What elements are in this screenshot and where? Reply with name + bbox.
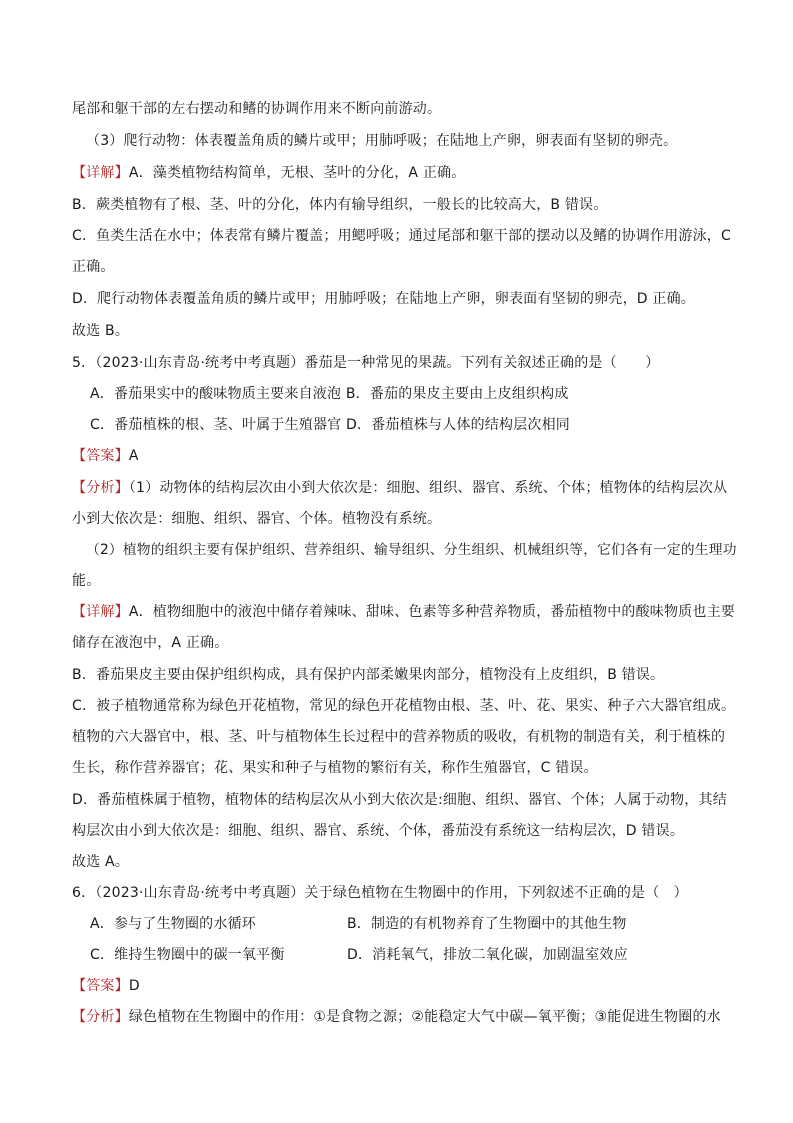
text-line: 生长，称作营养器官；花、果实和种子与植物的繁衍有关，称作生殖器官，C 错误。 (72, 760, 598, 776)
detail-tag: 【详解】 (72, 604, 129, 620)
text-line: D．爬行动物体表覆盖角质的鳞片或甲；用肺呼吸；在陆地上产卵，卵表面有坚韧的卵壳，D 正确。 (72, 291, 696, 307)
answer-tag: 【答案】 (72, 448, 129, 464)
text-line: 储存在液泡中，A 正确。 (72, 635, 229, 651)
analysis-6 (72, 1007, 721, 1027)
answer-value: D (128, 978, 140, 994)
answer-6 (72, 976, 140, 996)
text-line: D．番茄植株属于植物，植物体的结构层次从小到大依次是:细胞、组织、器官、个体；人属于动物，其结 (72, 792, 727, 808)
text-line: 故选 B。 (72, 323, 130, 339)
answer-tag: 【答案】 (72, 978, 129, 994)
question-6-option-b: B．制造的有机物养育了生物圈中的其他生物 (347, 916, 627, 932)
detail-text: A．植物细胞中的液泡中储存着辣味、甜味、色素等多种营养物质，番茄植物中的酸味物质也主要 (128, 604, 735, 620)
text-line: C．鱼类生活在水中；体表常有鳞片覆盖；用鳃呼吸；通过尾部和躯干部的摆动以及鳍的协调作用游泳，C (72, 228, 731, 244)
detail-tag: 【详解】 (72, 165, 129, 181)
analysis-tag: 【分析】 (72, 480, 129, 496)
text-line: 小到大依次是：细胞、组织、器官、个体。植物没有系统。 (72, 511, 442, 527)
question-5-options-ab: A．番茄果实中的酸味物质主要来自液泡 B．番茄的果皮主要由上皮组织构成 (90, 386, 569, 402)
text-line: C．被子植物通常称为绿色开花植物，常见的绿色开花植物由根、茎、叶、花、果实、种子六大器官组成。 (72, 698, 736, 714)
text-line: 构层次由小到大依次是：细胞、组织、器官、系统、个体，番茄没有系统这一结构层次，D 错误。 (72, 823, 685, 839)
detail-5 (72, 602, 735, 622)
text-line: B．番茄果皮主要由保护组织构成，具有保护内部柔嫩果肉部分，植物没有上皮组织，B 错误。 (72, 667, 665, 683)
analysis-5 (72, 478, 727, 498)
analysis-text: （1）动物体的结构层次由小到大依次是：细胞、组织、器官、系统、个体；植物体的结构层次从 (128, 480, 728, 496)
detail-text: A．藻类植物结构简单，无根、茎叶的分化，A 正确。 (128, 165, 466, 181)
text-line: 植物的六大器官中，根、茎、叶与植物体生长过程中的营养物质的吸收，有机物的制造有关，利于植株的 (72, 729, 726, 745)
text-line: （3）爬行动物：体表覆盖角质的鳞片或甲；用肺呼吸；在陆地上产卵，卵表面有坚韧的卵壳。 (86, 133, 678, 149)
question-6-option-c: C．维持生物圈中的碳一氧平衡 (90, 947, 285, 963)
detail-line (72, 163, 465, 183)
text-line: 故选 A。 (72, 854, 130, 870)
answer-value: A (128, 448, 139, 464)
text-line: 尾部和躯干部的左右摆动和鳍的协调作用来不断向前游动。 (72, 101, 442, 117)
text-line: 能。 (72, 573, 101, 589)
question-5-options-cd: C．番茄植株的根、茎、叶属于生殖器官 D．番茄植株与人体的结构层次相同 (90, 417, 571, 433)
text-line: B．蕨类植物有了根、茎、叶的分化，体内有输导组织，一般长的比较高大，B 错误。 (72, 197, 608, 213)
analysis-text: 绿色植物在生物圈中的作用：①是食物之源；②能稳定大气中碳—氧平衡；③能促进生物圈的水 (128, 1009, 721, 1025)
analysis-tag: 【分析】 (72, 1009, 129, 1025)
answer-5 (72, 446, 139, 466)
question-6-stem: 6．（2023·山东青岛·统考中考真题）关于绿色植物在生物圈中的作用，下列叙述不正确的是（ ） (72, 885, 688, 901)
question-5-stem: 5．（2023·山东青岛·统考中考真题）番茄是一种常见的果蔬。下列有关叙述正确的是（ ） (72, 355, 660, 371)
text-line: 正确。 (72, 259, 115, 275)
question-6-option-a: A．参与了生物圈的水循环 (90, 916, 256, 932)
text-line: （2）植物的组织主要有保护组织、营养组织、输导组织、分生组织、机械组织等，它们各有一定的生理功 (86, 542, 737, 558)
question-6-option-d: D．消耗氧气，排放二氧化碳，加剧温室效应 (347, 947, 628, 963)
